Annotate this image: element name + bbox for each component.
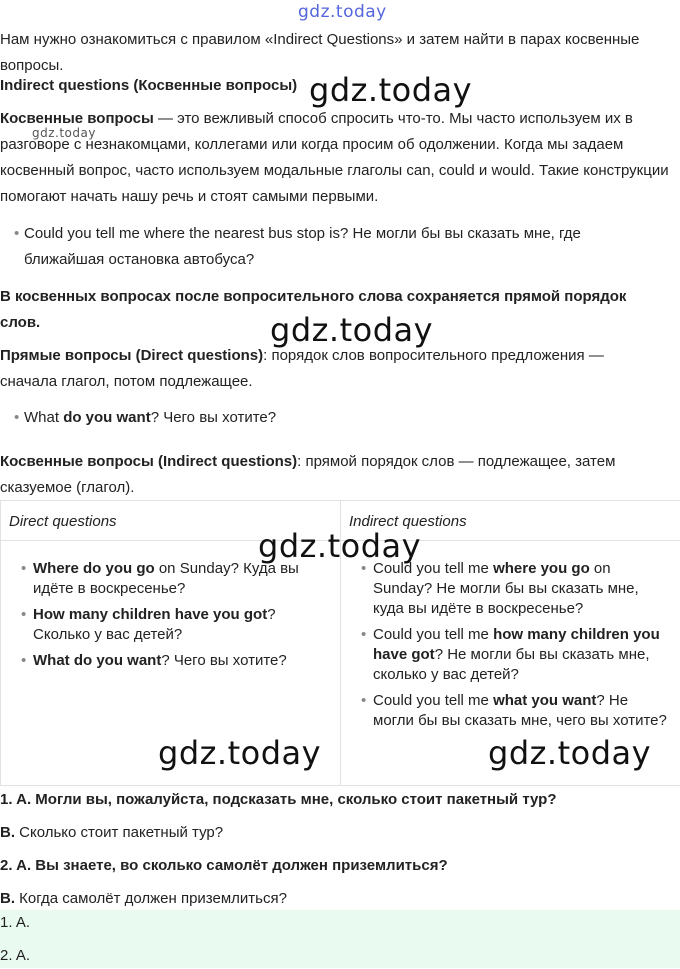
exercise-q1a [0,787,680,813]
answers-block [0,910,680,968]
section-heading-text: Indirect questions (Косвенные вопросы) [0,77,297,94]
example-2-pre: What [24,409,63,426]
direct-rule-term: Прямые вопросы (Direct questions) [0,347,263,364]
indirect-0-rest: on Sunday? Не могли бы вы сказать мне, куда вы идёте в воскресенье? [373,560,639,617]
indirect-2-pre: Could you tell me [373,692,493,709]
answer-2: 2. A. [0,943,30,969]
indirect-rule-text: : прямой порядок слов — подлежащее, затем сказуемое (глагол). [0,453,615,496]
header-direct: Direct questions [1,501,341,541]
exercise-q2a [0,853,680,879]
example-1-text: Could you tell me where the nearest bus stop is? Не могли бы вы сказать мне, где ближайшая остановка автобуса? [24,225,581,268]
exercise-q1a-text: 1. A. Могли вы, пожалуйста, подсказать мне, сколько стоит пакетный тур? [0,791,557,808]
direct-2-bold: What do you want [33,652,161,669]
list-item [373,691,670,731]
indirect-list [341,541,680,731]
direct-2-rest: ? Чего вы хотите? [161,652,286,669]
indirect-rule-term: Косвенные вопросы (Indirect questions) [0,453,297,470]
direct-rule-text: : порядок слов вопросительного предложения — сначала глагол, потом подлежащее. [0,347,604,390]
exercise-q1b-label: B. [0,824,15,841]
indirect-2-bold: what you want [493,692,596,709]
definition-text: — это вежливый способ спросить что-то. Мы часто используем их в разговоре с незнакомцами, коллегами или когда просим об одолжении. Когда мы задаем косвенный вопрос, часто используем модальные глаголы can, could и would. Такие конструкции помогают начать нашу речь и стоят самыми первыми. [0,110,669,205]
list-item [373,559,670,619]
example-bullet-2 [0,405,664,431]
indirect-1-pre: Could you tell me [373,626,493,643]
word-order-rule-text: В косвенных вопросах после вопросительного слова сохраняется прямой порядок слов. [0,288,626,331]
indirect-rule [0,449,670,501]
direct-0-rest: on Sunday? Куда вы идёте в воскресенье? [33,560,299,597]
watermark-small: gdz.today [32,126,96,140]
indirect-0-bold: where you go [493,560,590,577]
exercise-q2a-text: 2. A. Вы знаете, во сколько самолёт должен приземлиться? [0,857,448,874]
exercise-q2b-label: B. [0,890,15,907]
direct-rule [0,343,660,395]
exercise-q1b [0,820,680,846]
watermark-3: gdz.today [258,528,421,564]
indirect-0-pre: Could you tell me [373,560,493,577]
list-item [33,559,330,599]
watermark-2: gdz.today [270,312,433,348]
answer-1: 1. A. [0,910,30,936]
indirect-1-bold: how many children you have got [373,626,660,663]
example-2-bold: do you want [63,409,151,426]
direct-1-bold: How many children have you got [33,606,267,623]
watermark-top: gdz.today [298,2,387,22]
watermark-1: gdz.today [309,72,472,108]
header-indirect: Indirect questions [341,501,680,541]
definition-paragraph [0,106,680,210]
watermark-4: gdz.today [158,735,321,771]
definition-term: Косвенные вопросы [0,110,154,127]
direct-0-bold: Where do you go [33,560,155,577]
exercise-q2b [0,886,680,912]
example-bullet-1 [0,221,664,273]
example-2-post: ? Чего вы хотите? [151,409,276,426]
exercise-q1b-text: Сколько стоит пакетный тур? [15,824,223,841]
list-item [33,605,330,645]
exercise-q2b-text: Когда самолёт должен приземлиться? [15,890,287,907]
indirect-1-rest: ? Не могли бы вы сказать мне, сколько у вас детей? [373,646,650,683]
list-item [33,651,330,671]
intro-text: Нам нужно ознакомиться с правилом «Indirect Questions» и затем найти в парах косвенные вопросы. [0,27,640,79]
list-item [373,625,670,685]
indirect-2-rest: ? Не могли бы вы сказать мне, чего вы хотите? [373,692,667,729]
watermark-5: gdz.today [488,735,651,771]
direct-1-rest: ? Сколько у вас детей? [33,606,276,643]
